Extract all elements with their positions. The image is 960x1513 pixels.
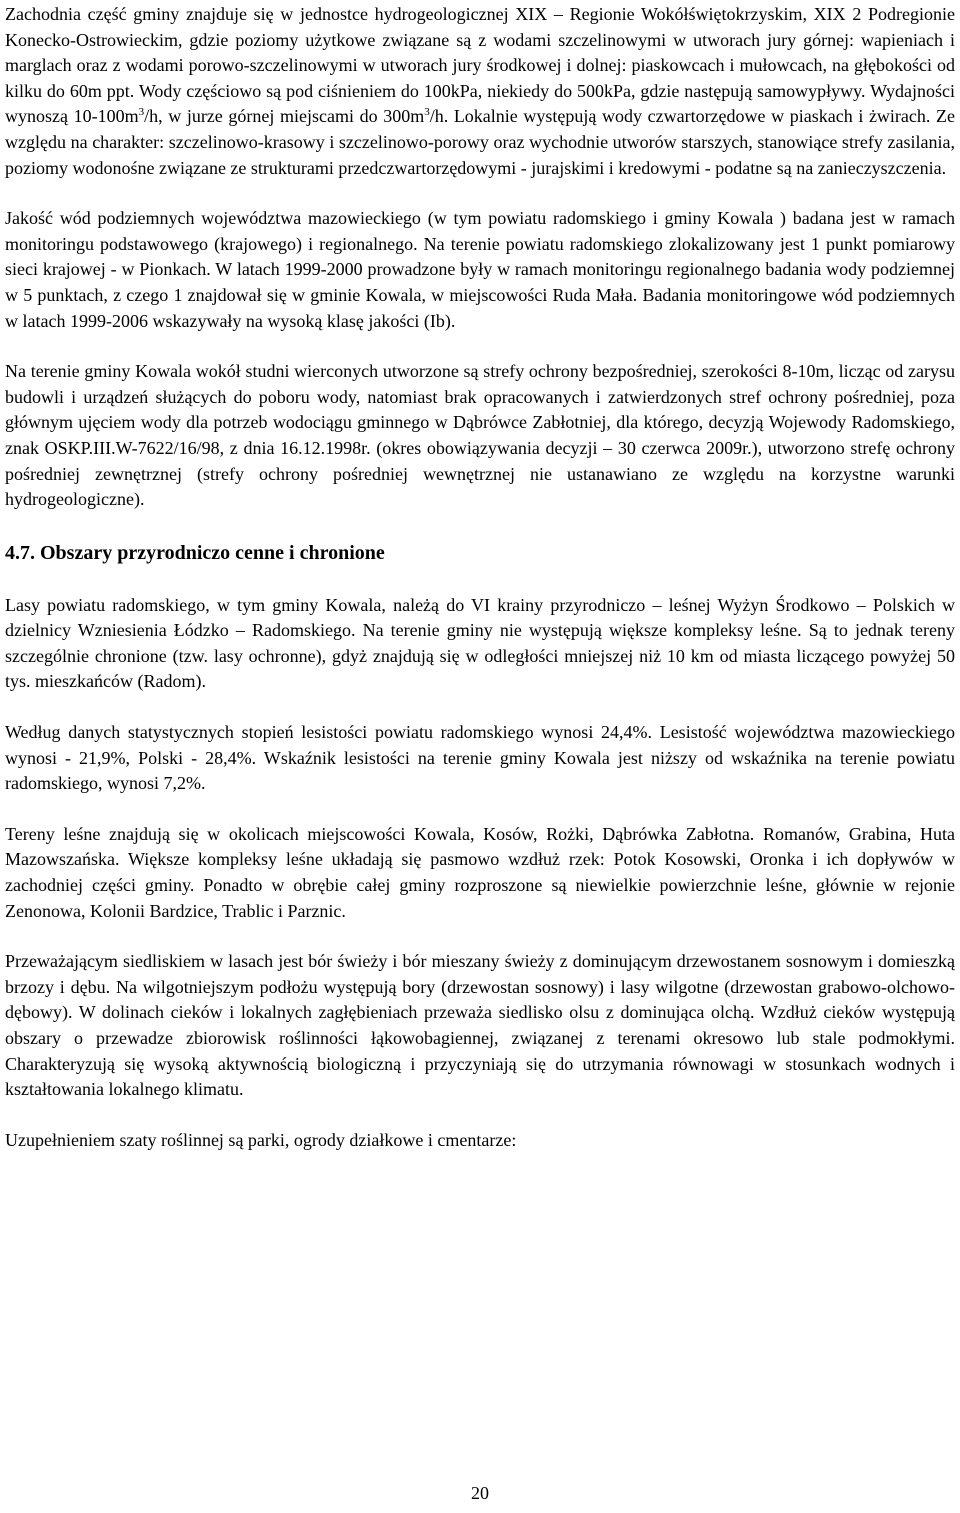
paragraph-habitats: Przeważającym siedliskiem w lasach jest bór świeży i bór mieszany świeży z dominującym drzewostanem sosnowym i domieszką brzozy i dębu. Na wilgotniejszym podłożu występują bory (drzewostan sosnowy) i lasy wilgotne (drzewostan grabowo-olchowo-dębowy). W dolinach cieków i lokalnych zagłębieniach przeważa siedlisko olsu z dominująca olchą. Wzdłuż cieków występują obszary o przewadze zbiorowisk roślinności łąkowobagiennej, związanej z terenami okresowo lub stale podmokłymi. Charakteryzują się wysoką aktywnością biologiczną i przyczyniają się do utrzymania równowagi w stosunkach wodnych i kształtowania lokalnego klimatu.: [5, 951, 955, 1100]
paragraph-water-quality: Jakość wód podziemnych województwa mazowieckiego (w tym powiatu radomskiego i gminy Kowala ) badana jest w ramach monitoringu podstawowego (krajowego) i regionalnego. Na terenie powiatu radomskiego zlokalizowany jest 1 punkt pomiarowy sieci krajowej - w Pionkach. W latach 1999-2000 prowadzone były w ramach monitoringu regionalnego badania wody podziemnej w 5 punktach, z czego 1 znajdował się w gminie Kowala, w miejscowości Ruda Mała. Badania monitoringowe wód podziemnych w latach 1999-2006 wskazywały na wysoką klasę jakości (Ib).: [5, 208, 955, 331]
paragraph-forests-region: Lasy powiatu radomskiego, w tym gminy Kowala, należą do VI krainy przyrodniczo – leśnej Wyżyn Środkowo – Polskich w dzielnicy Wzniesienia Łódzko – Radomskiego. Na terenie gminy nie występują większe kompleksy leśne. Są to jednak tereny szczególnie chronione (tzw. lasy ochronne), gdyż znajdują się w odległości mniejszej niż 10 km od miasta liczącego powyżej 50 tys. mieszkańców (Radom).: [5, 594, 955, 692]
document-page: [5, 2, 955, 1153]
superscript-cubed: 3: [138, 106, 145, 119]
paragraph-forest-locations: Tereny leśne znajdują się w okolicach miejscowości Kowala, Kosów, Rożki, Dąbrówka Zabłotna. Romanów, Grabina, Huta Mazowszańska. Większe kompleksy leśne układają się pasmowo wzdłuż rzek: Potok Kosowski, Oronka i ich dopływów w zachodniej części gminy. Ponadto w obrębie całej gminy rozproszone są niewielkie powierzchnie leśne, głównie w rejonie Zenonowa, Kolonii Bardzice, Trablic i Parznic.: [5, 823, 955, 921]
paragraph-protection-zones: Na terenie gminy Kowala wokół studni wierconych utworzone są strefy ochrony bezpośredniej, szerokości 8-10m, licząc od zarysu budowli i urządzeń służących do poboru wody, natomiast brak opracowanych i zatwierdzonych stref ochrony pośredniej, poza głównym ujęciem wody dla potrzeb wodociągu gminnego w Dąbrówce Zabłotniej, dla którego, decyzją Wojewody Radomskiego, znak OSKP.III.W-7622/16/98, z dnia 16.12.1998r. (okres obowiązywania decyzji – 30 czerwca 2009r.), utworzono strefę ochrony pośredniej zewnętrznej (strefy ochrony pośredniej wewnętrznej nie ustanawiano ze względu na korzystne warunki hydrogeologiczne).: [5, 361, 955, 510]
paragraph-vegetation-supplement: Uzupełnieniem szaty roślinnej są parki, ogrody działkowe i cmentarze:: [5, 1129, 517, 1150]
paragraph-hydrogeology: [5, 2, 955, 181]
superscript-cubed: 3: [424, 106, 430, 119]
paragraph-forest-cover: Według danych statystycznych stopień lesistości powiatu radomskiego wynosi 24,4%. Lesistość województwa mazowieckiego wynosi - 21,9%, Polski - 28,4%. Wskaźnik lesistości na terenie gminy Kowala jest niższy od wskaźnika na terenie powiatu radomskiego, wynosi 7,2%.: [5, 722, 955, 794]
page-number: 20: [471, 1483, 489, 1503]
section-heading: 4.7. Obszary przyrodniczo cenne i chronione: [5, 541, 385, 564]
paragraph-hydrogeology-text-a: Zachodnia część gminy znajduje się w jednostce hydrogeologicznej XIX – Regionie Wokółświętokrzyskim, XIX 2 Podregionie Konecko-Ostrowieckim, gdzie poziomy użytkowe związane są z wodami szczelinowymi w utworach jury górnej: wapieniach i marglach oraz z wodami porowo-szczelinowymi w utworach jury środkowej i dolnej: piaskowcach i mułowcach, na głębokości od kilku do 60m ppt. Wody częściowo są pod ciśnieniem do 100kPa, niekiedy do 500kPa, gdzie następują samowypływy. Wydajności wynoszą 10-100m: [5, 4, 955, 127]
paragraph-hydrogeology-text-b: /h, w jurze górnej miejscami do 300m: [144, 106, 425, 127]
paragraph-hydrogeology-text-c: /h. Lokalnie występują wody czwartorzędowe w piaskach i żwirach. Ze względu na charakter: szczelinowo-krasowy i szczelinowo-porowy oraz wychodnie utworów starszych, stanowiące strefy zasilania, poziomy wodonośne związane ze strukturami przedczwartorzędowymi - jurajskimi i kredowymi - podatne są na zanieczyszczenia.: [5, 106, 955, 178]
